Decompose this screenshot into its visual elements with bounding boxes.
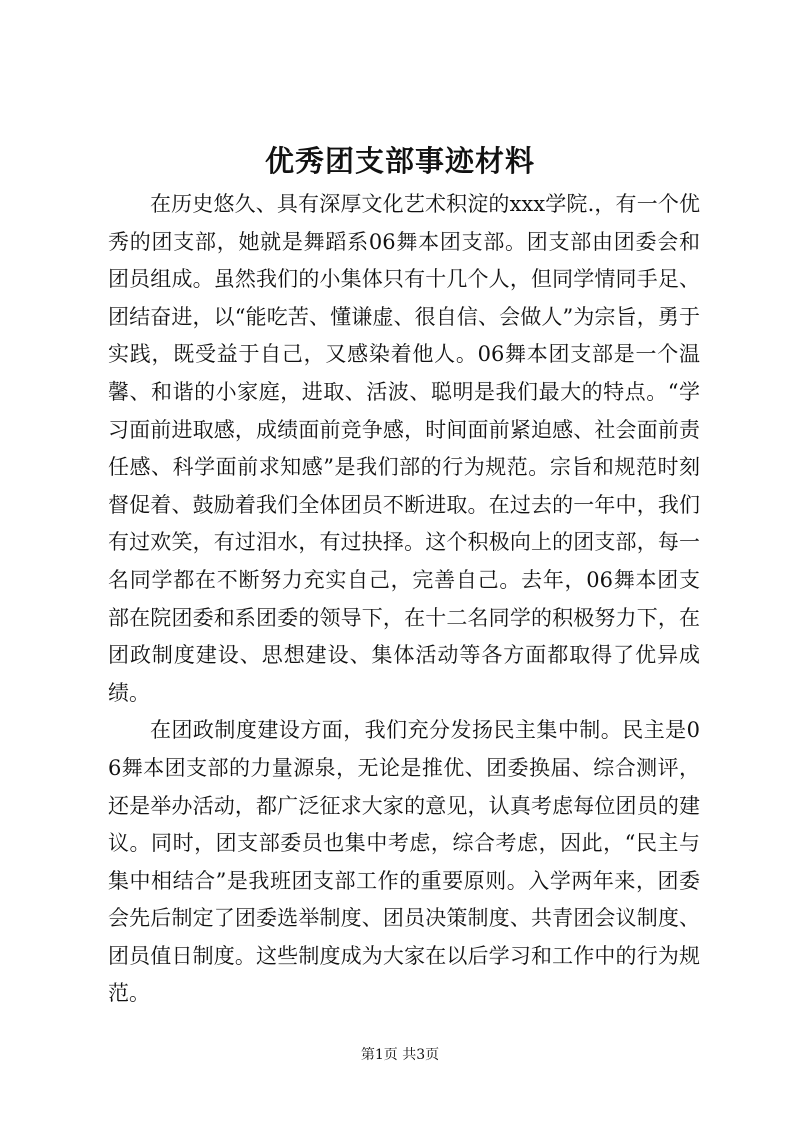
page-number-footer: 第1页 共3页 xyxy=(360,1047,440,1063)
document-title: 优秀团支部事迹材料 xyxy=(264,144,535,178)
body-paragraph: 在历史悠久、具有深厚文化艺术积淀的xxx学院.，有一个优秀的团支部，她就是舞蹈系06舞本团支部。团支部由团委会和团员组成。虽然我们的小集体只有十几个人，但同学情同手足、团结奋进，以“能吃苦、懂谦虚、很自信、会做人”为宗旨，勇于实践，既受益于自己，又感染着他人。06舞本团支部是一个温馨、和谐的小家庭，进取、活波、聪明是我们最大的特点。“学习面前进取感，成绩面前竞争感，时间面前紧迫感、社会面前责任感、科学面前求知感”是我们部的行为规范。宗旨和规范时刻督促着、鼓励着我们全体团员不断进取。在过去的一年中，我们有过欢笑，有过泪水，有过抉择。这个积极向上的团支部，每一名同学都在不断努力充实自己，完善自己。去年，06舞本团支部在院团委和系团委的领导下，在十二名同学的积极努力下，在团政制度建设、思想建设、集体活动等各方面都取得了优异成绩。 xyxy=(108,192,700,705)
document-body xyxy=(108,186,700,1013)
body-paragraph: 在团政制度建设方面，我们充分发扬民主集中制。民主是06舞本团支部的力量源泉，无论是推优、团委换届、综合测评，还是举办活动，都广泛征求大家的意见，认真考虑每位团员的建议。同时，团支部委员也集中考虑，综合考虑，因此，“民主与集中相结合”是我班团支部工作的重要原则。入学两年来，团委会先后制定了团委选举制度、团员决策制度、共青团会议制度、团员值日制度。这些制度成为大家在以后学习和工作中的行为规范。 xyxy=(108,718,700,1006)
